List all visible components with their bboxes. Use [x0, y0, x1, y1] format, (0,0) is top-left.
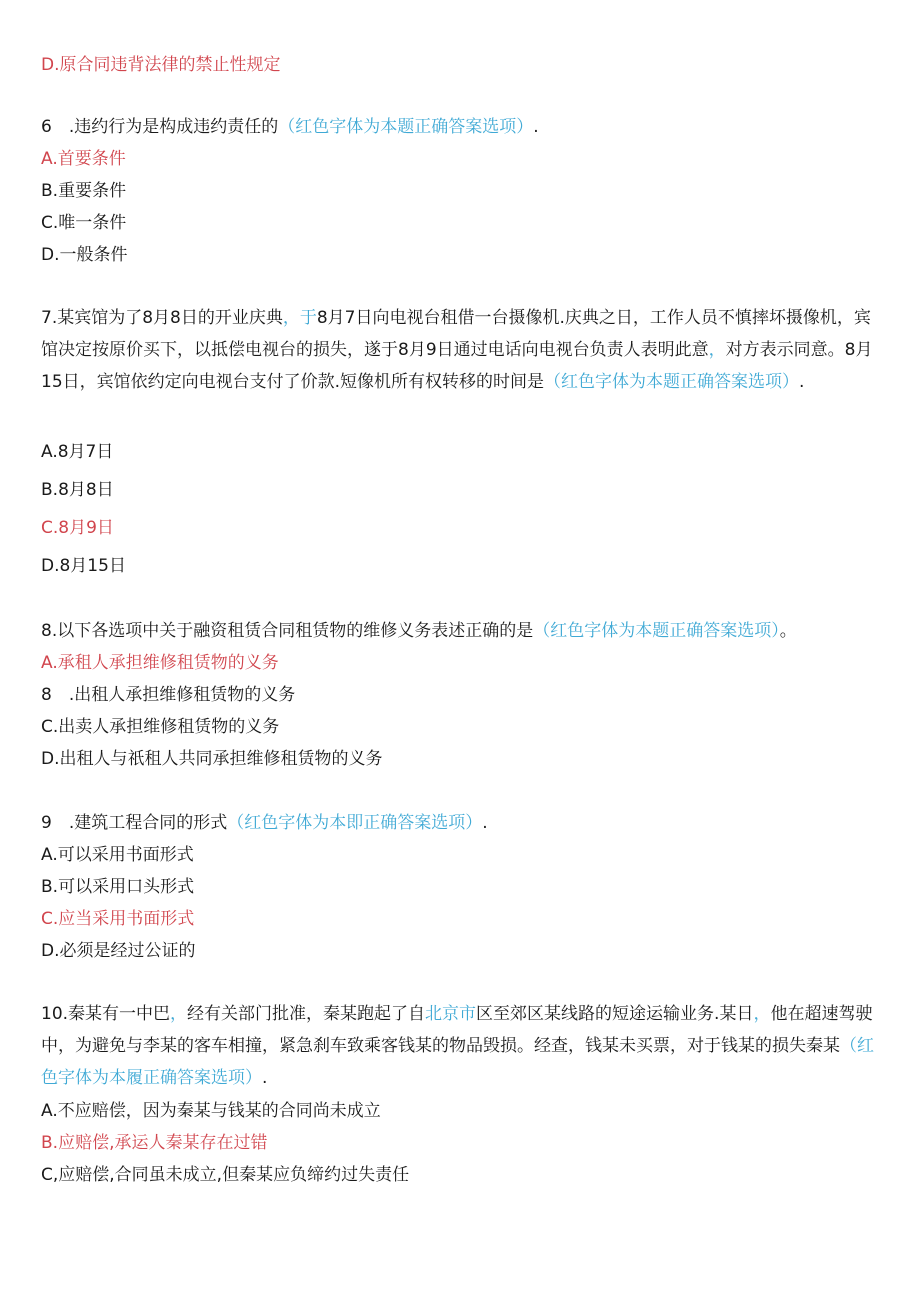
q7-stem	[41, 302, 886, 398]
q6-option-b: B.重要条件	[41, 181, 127, 201]
q10-answer-hint: （红色字体为本履正确答案选项）	[41, 1036, 874, 1088]
q10-stem-text-1: 10.秦某有一中巴	[41, 1004, 171, 1024]
q8-option-d: D.出租人与祇租人共同承担维修租赁物的义务	[41, 749, 383, 769]
q9-stem	[41, 812, 488, 834]
q10-stem-end: .	[262, 1068, 268, 1088]
q10-comma-2: ，	[753, 1004, 771, 1024]
q9-option-d: D.必须是经过公证的	[41, 941, 196, 961]
q10-stem-text-4: 他在超速驾驶中，为避免与李某的客车相撞，紧急刹车致乘客钱某的物品毁损。经查，钱某未买票，对于钱某的损失秦某	[41, 1004, 873, 1056]
q6-stem	[41, 116, 539, 138]
q6-option-a: A.首要条件	[41, 149, 126, 169]
q8-option-a: A.承租人承担维修租赁物的义务	[41, 653, 279, 673]
q7-comma-2: ，	[708, 340, 726, 360]
q8-stem-text: 8.以下各选项中关于融资租赁合同租赁物的维修义务表述正确的是	[41, 621, 534, 641]
q7-stem-end: .	[799, 372, 805, 392]
q7-stem-text-2: 8月7日向电视台租借一台摄像机.庆典之日，工作人员不慎摔坏摄像机，宾馆决定按原价买下，以抵偿电视台的损失，遂于8月9日通过电话向电视台负责人表明此意	[41, 308, 871, 360]
q6-stem-text: 6 .违约行为是构成违约责任的	[41, 117, 279, 137]
q5-option-d: D.原合同违背法律的禁止性规定	[41, 55, 281, 75]
q6-stem-end: .	[533, 117, 539, 137]
q10-stem	[41, 998, 886, 1094]
q7-option-d: D.8月15日	[41, 556, 126, 576]
q6-answer-hint: （红色字体为本题正确答案选项）	[278, 117, 534, 137]
q9-answer-hint: （红色字体为本即正确答案选项）	[227, 813, 483, 833]
q7-option-c: C.8月9日	[41, 518, 114, 538]
q8-option-b: 8 .出租人承担维修租赁物的义务	[41, 685, 296, 705]
q9-option-a: A.可以采用书面形式	[41, 845, 194, 865]
q9-stem-text: 9 .建筑工程合同的形式	[41, 813, 228, 833]
q10-stem-text-3: 区至郊区某线路的短途运输业务.某日	[476, 1004, 754, 1024]
q7-option-a: A.8月7日	[41, 442, 114, 462]
q10-option-c: C,应赔偿,合同虽未成立,但秦某应负缔约过失责任	[41, 1165, 410, 1185]
q6-option-c: C.唯一条件	[41, 213, 127, 233]
q9-option-c: C.应当采用书面形式	[41, 909, 195, 929]
q10-option-b: B.应赔偿,承运人秦某存在过错	[41, 1133, 268, 1153]
q8-stem-end: 。	[779, 621, 797, 641]
q10-place: 北京市	[425, 1004, 477, 1024]
q8-stem	[41, 620, 797, 642]
q7-stem-text-1: 7.某宾馆为了8月8日的开业庆典	[41, 308, 283, 328]
q10-option-a: A.不应赔偿，因为秦某与钱某的合同尚未成立	[41, 1101, 381, 1121]
q6-option-d: D.一般条件	[41, 245, 128, 265]
q8-answer-hint: （红色字体为本题正确答案选项）	[533, 621, 780, 641]
q9-option-b: B.可以采用口头形式	[41, 877, 195, 897]
q7-comma-1: ，于	[282, 308, 317, 328]
q8-option-c: C.出卖人承担维修租赁物的义务	[41, 717, 280, 737]
q7-stem-text-3: 对方表示同意。8月15日，宾馆依约定向电视台支付了价款.短像机所有权转移的时间是	[41, 340, 873, 392]
q10-stem-text-2: 经有关部门批准，秦某跑起了自	[187, 1004, 426, 1024]
q7-option-b: B.8月8日	[41, 480, 114, 500]
q7-answer-hint: （红色字体为本题正确答案选项）	[544, 372, 800, 392]
q9-stem-end: .	[482, 813, 488, 833]
q10-comma-1: ，	[170, 1004, 188, 1024]
